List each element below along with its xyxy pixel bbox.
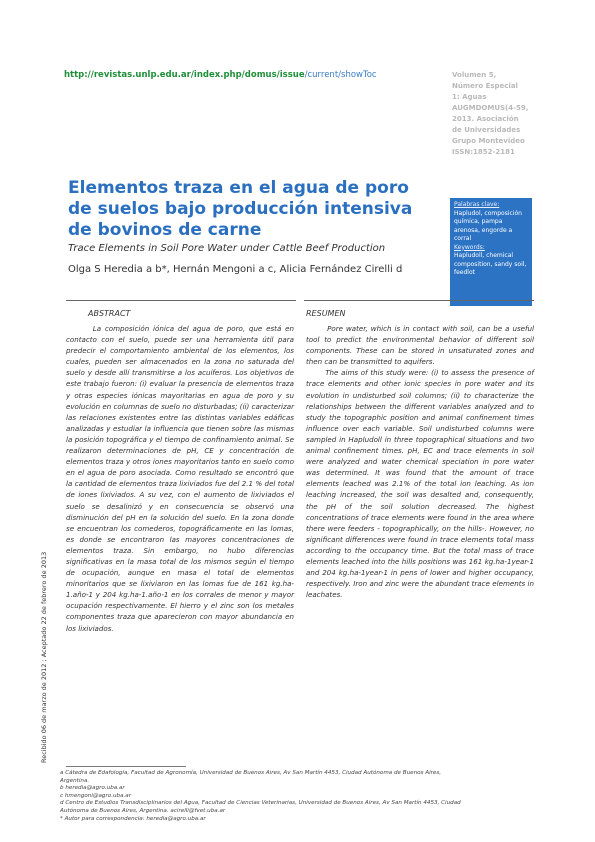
footnote-line: d Centro de Estudios Transdisciplinarios del Agua, Facultad de Ciencias Veterinarias, Universidad de Buenos Aires, Av San Martín 4453, Ciudad xyxy=(60,800,461,807)
keywords-en-heading: Keywords: xyxy=(454,243,485,251)
footnote-line: * Autor para correspondencia: heredia@agro.uba.ar xyxy=(60,815,206,822)
keywords-en-text: Hapludoll, chemical composition, sandy soil, feedlot xyxy=(454,252,527,276)
journal-url-link[interactable] xyxy=(64,70,377,80)
footnote-divider xyxy=(66,766,186,767)
journal-info-line: 1: Aguas xyxy=(452,93,487,101)
journal-info-line: Volumen 5, xyxy=(452,71,497,79)
keywords-es-heading: Palabras clave: xyxy=(454,201,500,208)
article-subtitle: Trace Elements in Soil Pore Water under Cattle Beef Production xyxy=(68,243,386,254)
received-date-vertical: Recibido 06 de marzo de 2012 ; Aceptado 22 de febrero de 2013 xyxy=(40,551,48,763)
url-tail[interactable]: /current/showToc xyxy=(304,70,377,80)
footnote-line: Autónoma de Buenos Aires, Argentina. acirelli@fvet.uba.ar xyxy=(60,807,226,814)
keywords-es-text: Hapludol, composición química, pampa arenosa, engorde a corral xyxy=(454,209,522,242)
footnotes xyxy=(60,770,530,823)
divider-right xyxy=(304,300,534,301)
url-highlight[interactable]: http://revistas.unlp.edu.ar/index.php/domus/issue xyxy=(64,70,305,80)
resumen-heading: RESUMEN xyxy=(306,309,346,318)
journal-info xyxy=(452,70,532,158)
footnote-line: a Cátedra de Edafología, Facultad de Agronomía, Universidad de Buenos Aires, Av San Martín 4453, Ciudad Autónoma de Buenos Aires, xyxy=(60,770,442,776)
journal-info-line: ISSN:1852-2181 xyxy=(452,148,515,156)
keywords-box xyxy=(450,198,532,306)
footnote-line: Argentina. xyxy=(60,777,90,784)
journal-info-line: Número Especial xyxy=(452,82,518,90)
journal-info-line: AUGMDOMUS(4-59, xyxy=(452,104,529,112)
article-authors: Olga S Heredia a b*, Hernán Mengoni a c, Alicia Fernández Cirelli d xyxy=(68,264,403,275)
footnote-line: c hmengoni@agro.uba.ar xyxy=(60,792,132,799)
abstract-body: La composición iónica del agua de poro, que está en contacto con el suelo, puede ser una herramienta útil para predecir el comportamiento ambiental de los elementos, los cuales, pueden ser almacenados en la zona no saturada del suelo y desde allí transmitirse a los acuíferos. Los objetivos de este trabajo fueron: (i) evaluar la presencia de elementos traza y otras especies iónicas mayoritarias en agua de poro y su evolución en columnas de suelo no disturbadas; (ii) caracterizar las relaciones existentes entre las distintas variables edáficas analizadas y estudiar la influencia que tienen sobre las mismas la posición topográfica y el tiempo de confinamiento animal. Se realizaron determinaciones de pH, CE y concentración de elementos traza y otros iones mayoritarios tanto en suelo como en el agua de poro asociada. Como resultado se encontró que la cantidad de elementos traza lixiviados fue del 2.1 % del total de iones lixiviados. A su vez, con el aumento de lixiviados el suelo se desalinizó y en consecuencia se observó una disminución del pH en la solución del suelo. En la zona donde se encuentran los comederos, topográficamente en las lomas, es donde se encontraron las mayores concentraciones de elementos traza. Sin embargo, no hubo diferencias significativas en la masa total de los mismos según el tiempo de ocupación, aunque en masa el total de elementos minoritarios que se lixiviaron en las lomas fue de 161 kg.ha-1.año-1 y 204 kg.ha-1.año-1 en los corrales de menor y mayor ocupación respectivamente. El hierro y el zinc son los metales componentes traza que aparecieron con mayor abundancia en los lixiviados. xyxy=(66,324,297,633)
journal-info-line: de Universidades xyxy=(452,126,521,134)
abstract-heading: ABSTRACT xyxy=(88,309,131,318)
footnote-line: b heredia@agro.uba.ar xyxy=(60,785,125,792)
journal-info-line: 2013. Asociación xyxy=(452,115,519,123)
divider-left xyxy=(66,300,296,301)
journal-info-line: Grupo Montevideo xyxy=(452,137,525,145)
resumen-body: Pore water, which is in contact with soil, can be a useful tool to predict the environmental behavior of different soil components. These can be stored in unsaturated zones and then can be transmitted to aquifers. The aims of this study were: (i) to assess the presence of trace elements and other ionic species in pore water and its evolution in undisturbed soil columns; (ii) to characterize the relationships between the different variables analyzed and to study the topographic position and animal confinement times influence over each variable. Soil undisturbed columns were sampled in Hapludoll in three topographical situations and two animal confinement times. pH, EC and trace elements in soil were analyzed and water chemical speciation in pore water was determined. It was found that the amount of trace elements leached was 2.1% of the total ion leaching. As ion leaching increased, the soil was desalted and, consequently, the pH of the soil solution decreased. The highest concentrations of trace elements were found in the area where there were feeders - topographically, on the hills-. However, no significant differences were found in trace elements total mass according to the occupancy time. But the total mass of trace elements leached into the hills positions was 161 kg.ha-1year-1 and 204 kg.ha-1year-1 in pens of lower and higher occupancy, respectively. Iron and zinc were the abundant trace elements in leachates. xyxy=(306,324,534,600)
article-title: Elementos traza en el agua de poro de suelos bajo producción intensiva de bovinos de carne xyxy=(68,178,413,240)
